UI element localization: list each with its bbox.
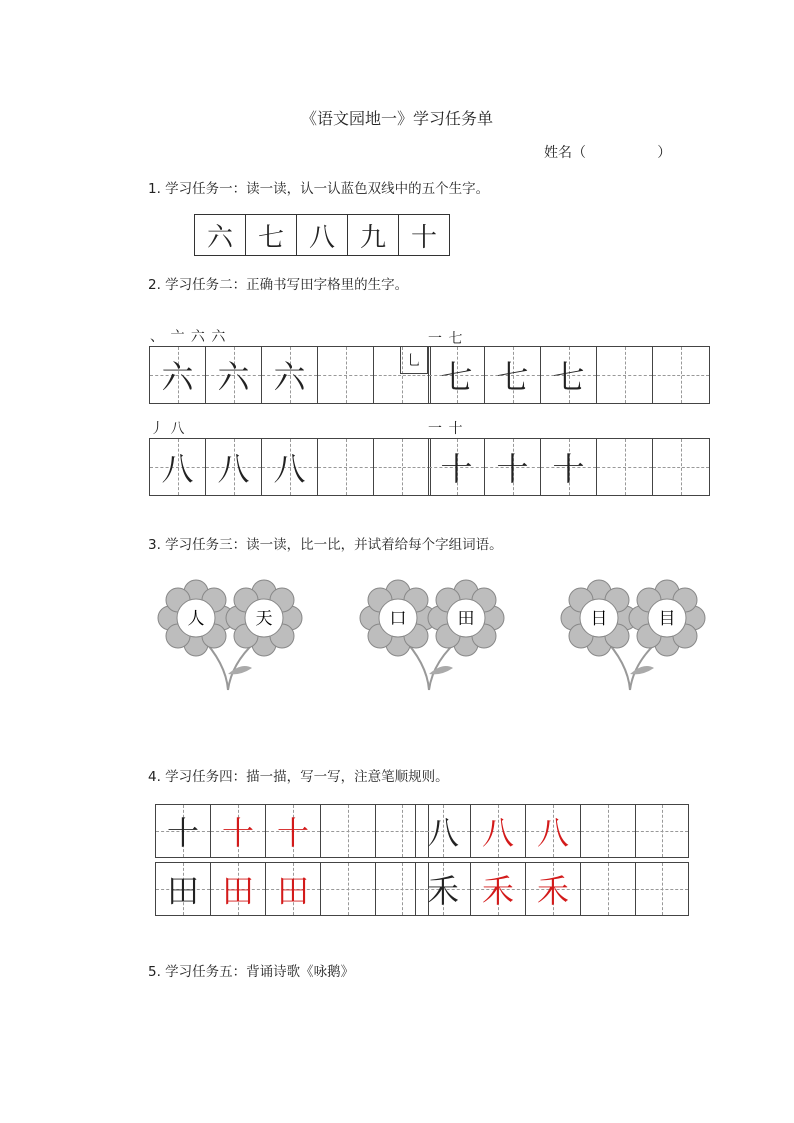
trace-cell[interactable]: 禾 bbox=[471, 863, 526, 915]
tianzige-cell-empty[interactable] bbox=[374, 439, 430, 495]
stroke-order-ba: 丿 八 bbox=[150, 421, 186, 437]
trace-cell[interactable]: 十 bbox=[266, 805, 321, 857]
stroke-hint-box: 乚 bbox=[400, 346, 428, 374]
trace-cell[interactable]: 田 bbox=[266, 863, 321, 915]
tianzige-cell: 田 bbox=[156, 863, 211, 915]
tianzige-cell-empty[interactable] bbox=[597, 439, 653, 495]
trace-cell[interactable]: 八 bbox=[471, 805, 526, 857]
task1-char-row bbox=[194, 214, 450, 256]
tianzige-cell: 禾 bbox=[416, 863, 471, 915]
flower-char: 口 bbox=[389, 609, 407, 629]
task1-char: 六 bbox=[195, 215, 246, 255]
tianzige-cell: 十 bbox=[429, 439, 485, 495]
trace-row-tian bbox=[155, 862, 429, 916]
trace-cell[interactable]: 八 bbox=[526, 805, 581, 857]
tianzige-row-ba bbox=[149, 438, 431, 496]
flower-pair-3 bbox=[561, 580, 705, 690]
stroke-order-qi: 一 七 bbox=[428, 331, 464, 347]
name-field[interactable] bbox=[544, 142, 671, 162]
page-title: 《语文园地一》学习任务单 bbox=[300, 109, 493, 128]
flower-char: 天 bbox=[255, 609, 273, 629]
tianzige-cell: 八 bbox=[262, 439, 318, 495]
tianzige-row-shi bbox=[428, 438, 710, 496]
tianzige-cell-empty[interactable] bbox=[321, 863, 376, 915]
tianzige-cell: 七 bbox=[429, 347, 485, 403]
tianzige-cell: 六 bbox=[262, 347, 318, 403]
tianzige-cell: 六 bbox=[206, 347, 262, 403]
tianzige-row-qi bbox=[428, 346, 710, 404]
trace-cell[interactable]: 禾 bbox=[526, 863, 581, 915]
task1-label: 1. 学习任务一：读一读，认一认蓝色双线中的五个生字。 bbox=[148, 181, 490, 197]
flower-char: 日 bbox=[590, 609, 608, 629]
stroke-order-liu: 、 亠 六 六 bbox=[150, 329, 227, 345]
flower-illustrations bbox=[150, 578, 710, 698]
flower-pair-1 bbox=[158, 580, 302, 690]
name-close: ） bbox=[657, 145, 672, 161]
tianzige-cell-empty[interactable] bbox=[636, 863, 688, 915]
flower-char: 田 bbox=[457, 609, 475, 629]
tianzige-cell-empty[interactable] bbox=[653, 439, 709, 495]
task2-label: 2. 学习任务二：正确书写田字格里的生字。 bbox=[148, 277, 409, 293]
flower-pair-2 bbox=[360, 580, 504, 690]
tianzige-cell: 十 bbox=[156, 805, 211, 857]
flower-char: 人 bbox=[187, 609, 205, 629]
trace-row-he bbox=[415, 862, 689, 916]
tianzige-cell: 七 bbox=[541, 347, 597, 403]
tianzige-cell: 六 bbox=[150, 347, 206, 403]
stroke-order-shi: 一 十 bbox=[428, 421, 464, 437]
task5-label: 5. 学习任务五：背诵诗歌《咏鹅》 bbox=[148, 964, 355, 980]
tianzige-cell: 十 bbox=[485, 439, 541, 495]
trace-row-ba bbox=[415, 804, 689, 858]
tianzige-cell: 八 bbox=[150, 439, 206, 495]
task1-char: 九 bbox=[348, 215, 399, 255]
tianzige-cell-empty[interactable] bbox=[318, 439, 374, 495]
tianzige-cell: 八 bbox=[416, 805, 471, 857]
tianzige-cell-empty[interactable] bbox=[636, 805, 688, 857]
tianzige-row-liu bbox=[149, 346, 431, 404]
tianzige-cell: 十 bbox=[541, 439, 597, 495]
tianzige-cell-empty[interactable] bbox=[321, 805, 376, 857]
trace-cell[interactable]: 十 bbox=[211, 805, 266, 857]
task4-label: 4. 学习任务四：描一描，写一写，注意笔顺规则。 bbox=[148, 769, 449, 785]
tianzige-cell-empty[interactable] bbox=[653, 347, 709, 403]
flower-char: 目 bbox=[658, 609, 676, 629]
tianzige-cell: 七 bbox=[485, 347, 541, 403]
trace-row-shi bbox=[155, 804, 429, 858]
task1-char: 七 bbox=[246, 215, 297, 255]
tianzige-cell-empty[interactable] bbox=[581, 863, 636, 915]
task3-label: 3. 学习任务三：读一读，比一比，并试着给每个字组词语。 bbox=[148, 537, 503, 553]
tianzige-cell: 八 bbox=[206, 439, 262, 495]
tianzige-cell-empty[interactable] bbox=[597, 347, 653, 403]
task1-char: 八 bbox=[297, 215, 348, 255]
trace-cell[interactable]: 田 bbox=[211, 863, 266, 915]
task1-char: 十 bbox=[410, 222, 437, 253]
name-label: 姓名（ bbox=[544, 145, 586, 161]
tianzige-cell-empty[interactable] bbox=[318, 347, 374, 403]
tianzige-cell-empty[interactable] bbox=[581, 805, 636, 857]
